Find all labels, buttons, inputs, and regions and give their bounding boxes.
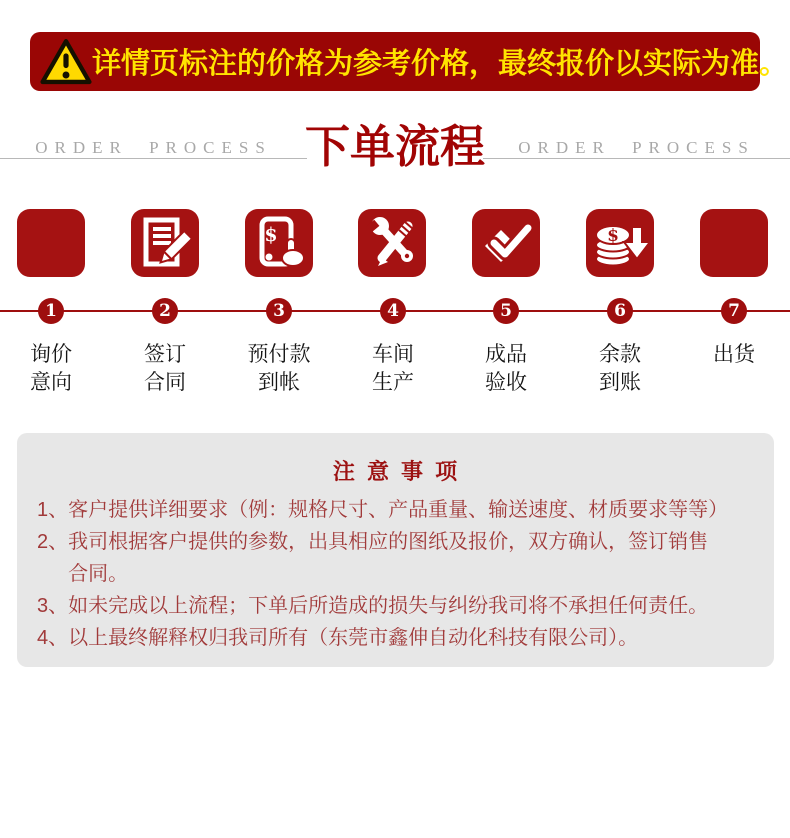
price-notice-text: 详情页标注的价格为参考价格，最终报价以实际为准。	[92, 48, 789, 80]
step-number-1: 1	[38, 298, 64, 324]
step3-payment-tap-icon	[245, 209, 313, 277]
note-text: 如未完成以上流程；下单后所造成的损失与纠纷我司将不承担任何责任。	[68, 595, 709, 617]
step6-coins-arrow-icon	[586, 209, 654, 277]
step-number-7: 7	[721, 298, 747, 324]
note-number: 4、	[37, 627, 69, 649]
step-label-7: 出货	[713, 343, 755, 366]
note-item-3	[37, 590, 756, 622]
svg-text:$: $	[607, 226, 619, 246]
warning-icon	[40, 38, 92, 86]
step-label-4: 车间 生产	[372, 343, 414, 394]
step-label-3: 预付款 到帐	[247, 343, 311, 394]
step7-blank-icon	[700, 209, 768, 277]
note-item-4	[37, 622, 756, 654]
order-process-en-right: ORDER PROCESS	[518, 138, 755, 157]
step-label-6: 余款 到账	[599, 343, 641, 394]
step-number-4: 4	[380, 298, 406, 324]
note-item-1	[37, 494, 756, 526]
note-number: 1、	[37, 499, 69, 521]
note-text: 客户提供详细要求（例：规格尺寸、产品重量、输送速度、材质要求等等）	[68, 499, 729, 521]
notes-box	[17, 433, 774, 667]
step4-tools-icon	[358, 209, 426, 277]
svg-text:$: $	[264, 224, 278, 246]
order-process-en-left: ORDER PROCESS	[35, 138, 272, 157]
step-label-1: 询价 意向	[30, 343, 72, 394]
note-text: 我司根据客户提供的参数，出具相应的图纸及报价，双方确认，签订销售 合同。	[68, 531, 709, 585]
step-number-2: 2	[152, 298, 178, 324]
step-label-5: 成品 验收	[485, 343, 527, 394]
step-label-2: 签订 合同	[144, 343, 186, 394]
price-notice-banner	[30, 32, 789, 91]
note-text: 以上最终解释权归我司所有（东莞市鑫伸自动化科技有限公司）。	[68, 627, 639, 649]
step-number-3: 3	[266, 298, 292, 324]
step1-blank-icon	[17, 209, 85, 277]
note-number: 2、	[37, 531, 69, 553]
note-item-2	[37, 526, 756, 590]
notes-title: 注 意 事 项	[332, 459, 461, 484]
step2-contract-pencil-icon	[131, 209, 199, 277]
note-number: 3、	[37, 595, 69, 617]
step-number-6: 6	[607, 298, 633, 324]
step5-double-check-icon	[472, 209, 540, 277]
section-title: 下单流程	[304, 121, 485, 172]
step-number-5: 5	[493, 298, 519, 324]
